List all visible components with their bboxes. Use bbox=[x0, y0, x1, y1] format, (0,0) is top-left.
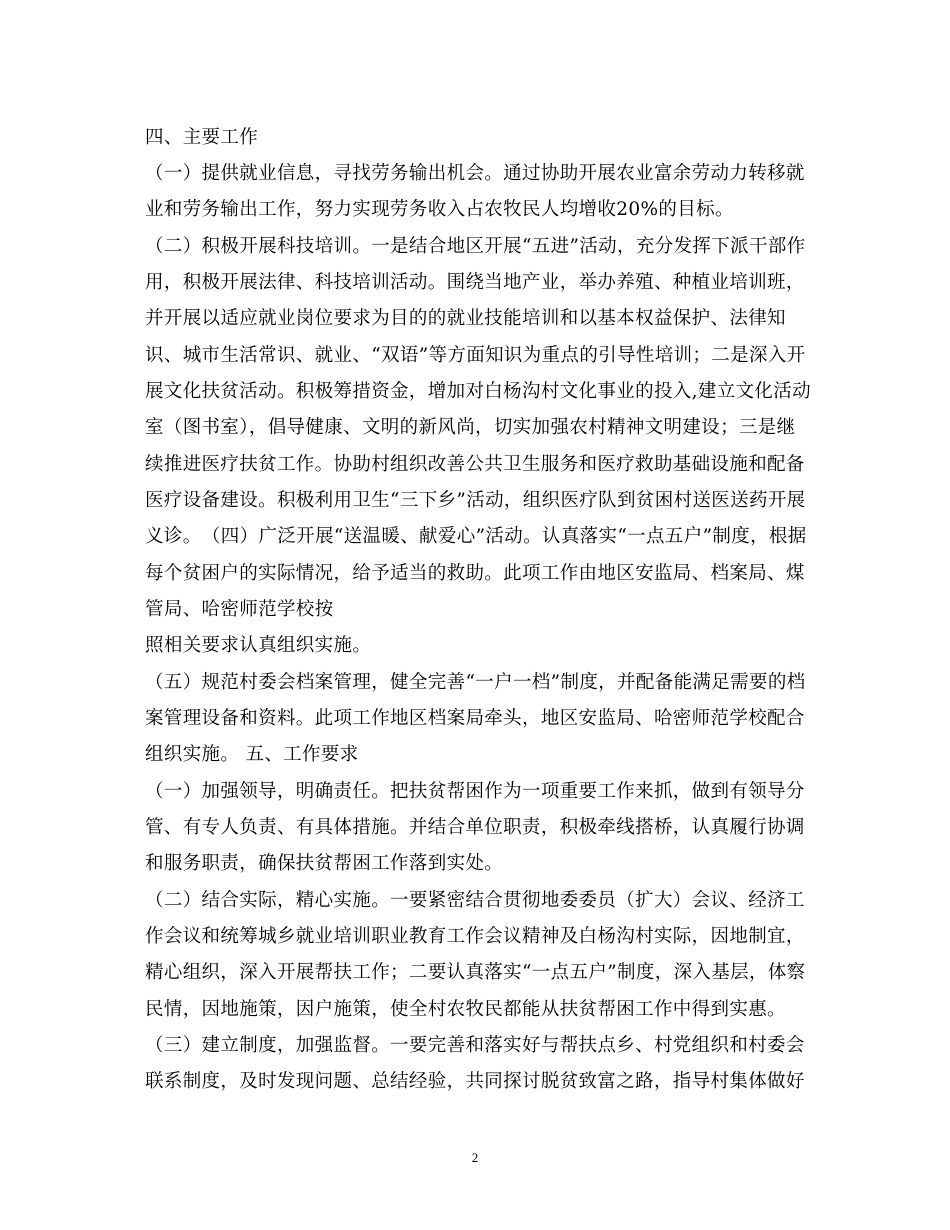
text-line: 管、有专人负责、有具体措施。并结合单位职责，积极牵线搭桥，认真履行协调 bbox=[145, 817, 805, 838]
text-line: 精心组织，深入开展帮扶工作；二要认真落实“一点五户”制度，深入基层，体察 bbox=[145, 962, 806, 983]
text-line: 案管理设备和资料。此项工作地区档案局牵头，地区安监局、哈密师范学校配合 bbox=[145, 708, 805, 729]
text-line: 四、主要工作 bbox=[145, 127, 259, 148]
text-line: 用，积极开展法律、科技培训活动。围绕当地产业，举办养殖、种植业培训班， bbox=[145, 272, 805, 293]
text-line: 作会议和统筹城乡就业培训职业教育工作会议精神及白杨沟村实际，因地制宜， bbox=[145, 926, 805, 947]
text-line: （二）积极开展科技培训。一是结合地区开展“五进”活动，充分发挥下派干部作 bbox=[145, 236, 806, 257]
text-line: （一）提供就业信息，寻找劳务输出机会。通过协助开展农业富余劳动力转移就 bbox=[145, 163, 805, 184]
text-line: 义诊。 （四）广泛开展“送温暖、献爱心”活动。认真落实“一点五户”制度，根据 bbox=[145, 526, 807, 547]
page-number: 2 bbox=[471, 1150, 479, 1165]
text-line: 展文化扶贫活动。积极筹措资金，增加对白杨沟村文化事业的投入,建立文化活动 bbox=[145, 381, 811, 402]
text-line: （二）结合实际，精心实施。一要紧密结合贯彻地委委员（扩大）会议、经济工 bbox=[145, 890, 805, 911]
text-line: 组织实施。 五、工作要求 bbox=[145, 744, 359, 765]
text-line: （五）规范村委会档案管理，健全完善“一户一档”制度，并配备能满足需要的档 bbox=[145, 672, 806, 693]
text-line: 室（图书室），倡导健康、文明的新风尚，切实加强农村精神文明建设；三是继 bbox=[145, 417, 796, 438]
text-line: （一）加强领导，明确责任。把扶贫帮困作为一项重要工作来抓，做到有领导分 bbox=[145, 781, 805, 802]
text-line: 并开展以适应就业岗位要求为目的的就业技能培训和以基本权益保护、法律知 bbox=[145, 308, 786, 329]
text-line: 联系制度，及时发现问题、总结经验，共同探讨脱贫致富之路，指导村集体做好 bbox=[145, 1071, 805, 1092]
text-line: 管局、哈密师范学校按 bbox=[145, 599, 334, 620]
text-line: 民情，因地施策，因户施策，使全村农牧民都能从扶贫帮困工作中得到实惠。 bbox=[145, 999, 786, 1020]
text-line: 业和劳务输出工作，努力实现劳务收入占农牧民人均增收20%的目标。 bbox=[145, 199, 734, 220]
text-line: 照相关要求认真组织实施。 bbox=[145, 635, 372, 656]
text-line: 识、城市生活常识、就业、“双语”等方面知识为重点的引导性培训；二是深入开 bbox=[145, 345, 806, 366]
text-line: 每个贫困户的实际情况，给予适当的救助。此项工作由地区安监局、档案局、煤 bbox=[145, 563, 805, 584]
text-line: 医疗设备建设。积极利用卫生“三下乡”活动，组织医疗队到贫困村送医送药开展 bbox=[145, 490, 806, 511]
text-line: （三）建立制度，加强监督。一要完善和落实好与帮扶点乡、村党组织和村委会 bbox=[145, 1035, 805, 1056]
text-line: 续推进医疗扶贫工作。协助村组织改善公共卫生服务和医疗救助基础设施和配备 bbox=[145, 454, 805, 475]
text-line: 和服务职责，确保扶贫帮困工作落到实处。 bbox=[145, 853, 504, 874]
